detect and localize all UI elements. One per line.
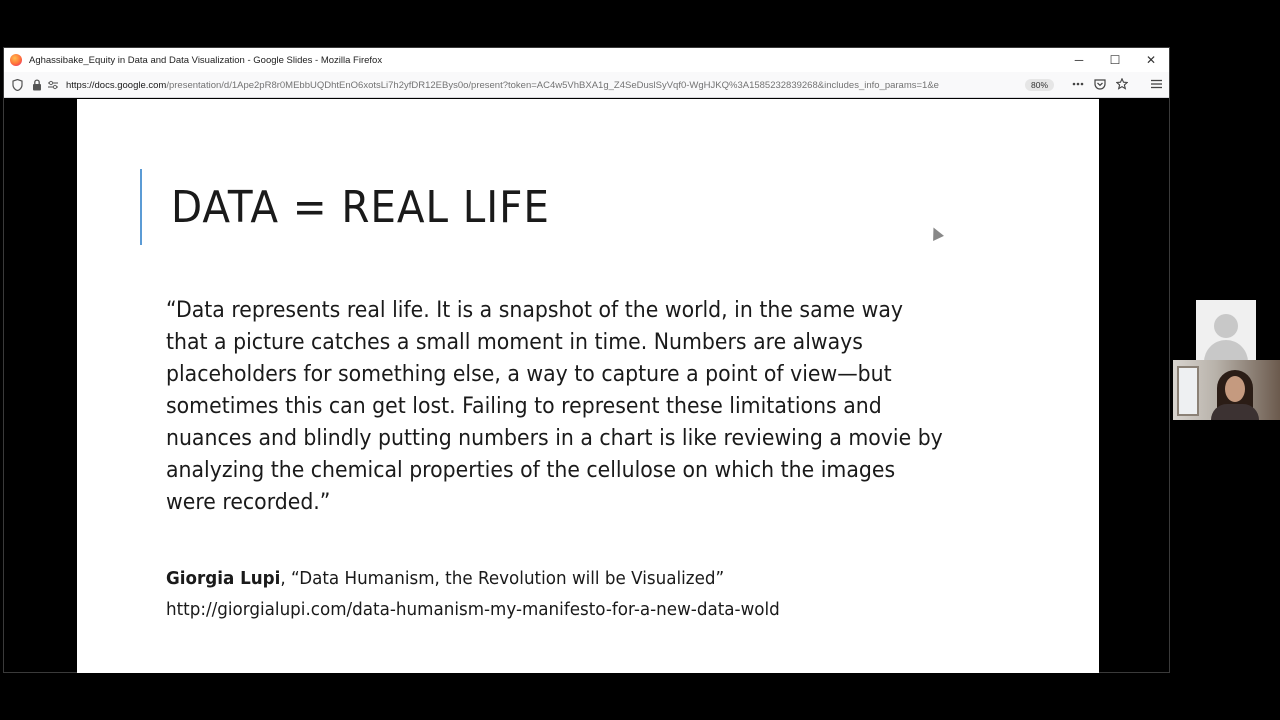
menu-icon[interactable] bbox=[1149, 77, 1163, 91]
more-actions-icon[interactable] bbox=[1071, 77, 1085, 91]
shield-icon[interactable] bbox=[10, 78, 24, 92]
pocket-icon[interactable] bbox=[1093, 77, 1107, 91]
quote-text: “Data represents real life. It is a snapshot of the world, in the same way that a picture catches a small moment in time. Numbers are always placeholders for something else, a way to capture a point of view—but sometimes this can get lost. Failing to represent these limitations and nuances and blindly putting numbers in a chart is like reviewing a movie by analyzing the chemical properties of the cellulose on which the images were recorded.” bbox=[166, 298, 943, 515]
presenter-face bbox=[1225, 376, 1245, 402]
title-accent-line bbox=[140, 169, 142, 245]
close-button[interactable]: ✕ bbox=[1145, 53, 1157, 67]
url-text[interactable] bbox=[66, 80, 1021, 91]
lock-icon[interactable] bbox=[30, 78, 44, 92]
presentation-slide[interactable] bbox=[77, 99, 1099, 673]
navigation-bar bbox=[4, 72, 1169, 98]
zoom-level-badge[interactable]: 80% bbox=[1025, 79, 1054, 91]
background-window bbox=[1177, 366, 1199, 416]
presenter-body bbox=[1211, 404, 1259, 420]
attribution-line bbox=[166, 563, 929, 594]
toolbar-right-icons bbox=[1071, 77, 1163, 91]
url-path: /presentation/d/1Ape2pR8r0MEbbUQDhtEnO6xotsLi7h2yfDR12EBys0o/present?token=AC4w5VhBXA1g_Z4SeDuslSyVqf0-WgHJKQ%3A1585232839268&includes_info_params=1&e bbox=[166, 79, 939, 91]
source-url[interactable]: http://giorgialupi.com/data-humanism-my-manifesto-for-a-new-data-wold bbox=[166, 599, 780, 620]
browser-window bbox=[3, 47, 1170, 673]
attribution bbox=[166, 563, 929, 625]
title-bar[interactable] bbox=[4, 48, 1169, 72]
permissions-icon[interactable] bbox=[46, 78, 60, 92]
author-name: Giorgia Lupi bbox=[166, 568, 281, 589]
window-title: Aghassibake_Equity in Data and Data Visualization - Google Slides - Mozilla Firefox bbox=[29, 54, 383, 66]
slide-title: DATA = REAL LIFE bbox=[171, 182, 550, 233]
maximize-button[interactable]: ☐ bbox=[1109, 53, 1121, 67]
avatar-head bbox=[1214, 314, 1238, 338]
url-bar[interactable] bbox=[10, 75, 1062, 95]
minimize-button[interactable]: ─ bbox=[1074, 53, 1084, 67]
mouse-cursor-icon bbox=[928, 225, 944, 241]
url-host: https://docs.google.com bbox=[66, 79, 167, 91]
bookmark-star-icon[interactable] bbox=[1115, 77, 1129, 91]
window-controls bbox=[1061, 48, 1169, 72]
firefox-logo-icon bbox=[10, 54, 22, 66]
source-title: , “Data Humanism, the Revolution will be Visualized” bbox=[280, 568, 725, 589]
participant-camera-tile[interactable] bbox=[1173, 360, 1280, 420]
participant-avatar-tile[interactable] bbox=[1196, 300, 1256, 360]
